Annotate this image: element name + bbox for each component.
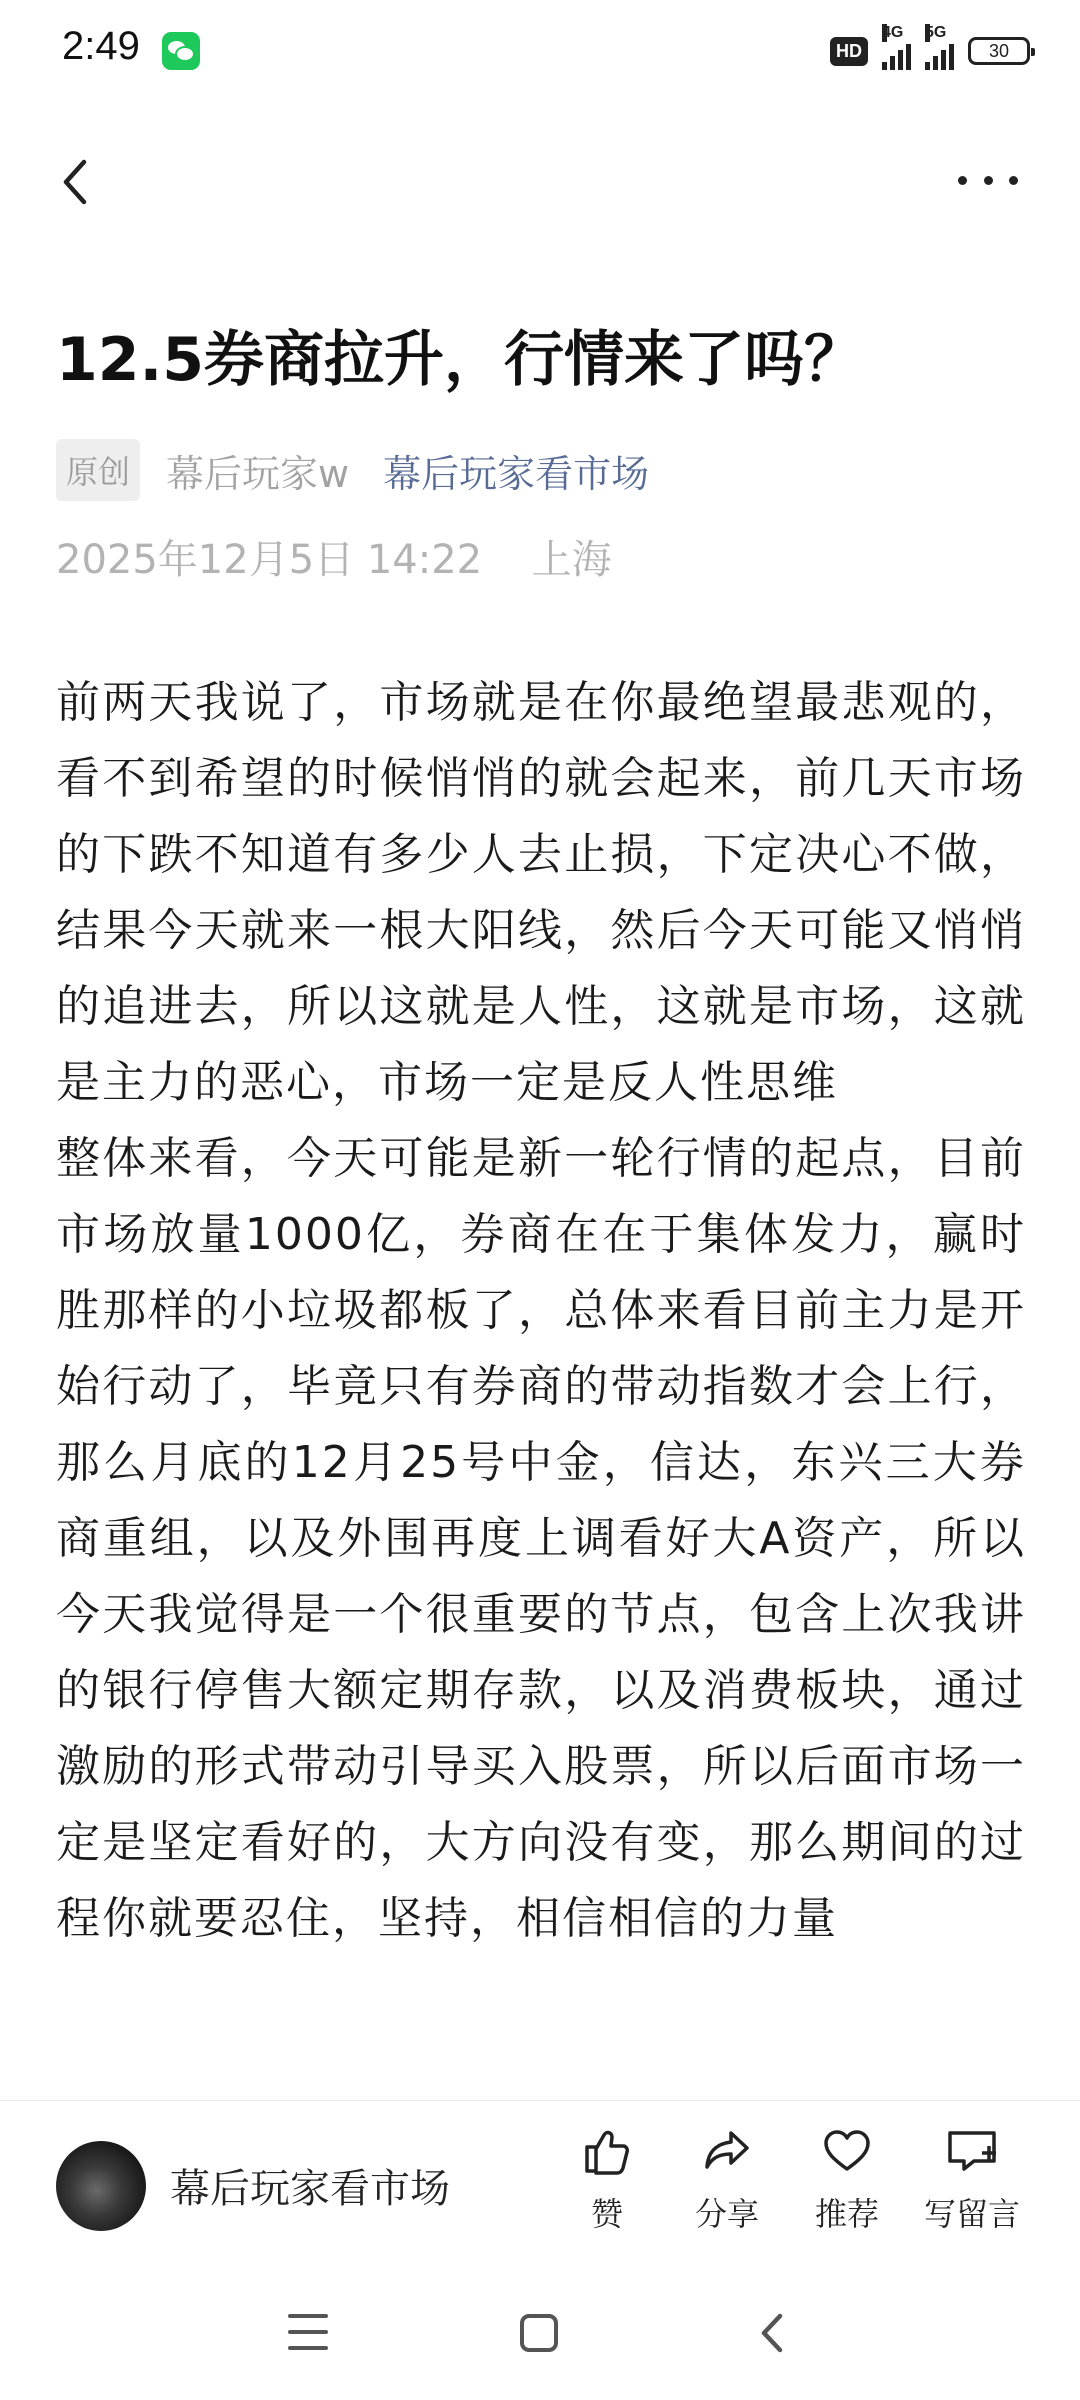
comment-plus-icon <box>942 2123 1002 2179</box>
menu-icon <box>288 2314 328 2318</box>
status-time: 2:49 <box>62 24 140 68</box>
more-options-button[interactable] <box>958 160 1018 200</box>
publish-location: 上海 <box>531 537 612 583</box>
recommend-button[interactable] <box>792 2123 902 2235</box>
wechat-notification-icon <box>162 32 200 70</box>
publish-info <box>56 528 612 585</box>
system-back-button[interactable] <box>752 2310 792 2356</box>
like-button[interactable] <box>552 2123 662 2235</box>
article-paragraph: 整体来看，今天可能是新一轮行情的起点，目前市场放量1000亿，券商在在于集体发力，赢时胜那样的小垃圾都板了，总体来看目前主力是开始行动了，毕竟只有券商的带动指数才会上行，那么月底的12月25号中金，信达，东兴三大券商重组，以及外围再度上调看好大A资产，所以今天我觉得是一个很重要的节点，包含上次我讲的银行停售大额定期存款，以及消费板块，通过激励的形式带动引导买入股票，所以后面市场一定是坚定看好的，大方向没有变，那么期间的过程你就要忍住，坚持，相信相信的力量 <box>56 1133 1026 1944</box>
publish-datetime: 2025年12月5日 14:22 <box>56 537 483 583</box>
status-bar <box>0 0 1080 100</box>
original-tag: 原创 <box>56 439 140 501</box>
share-button[interactable] <box>672 2123 782 2235</box>
like-label: 赞 <box>590 2195 623 2233</box>
thumbs-up-icon <box>579 2123 635 2179</box>
article-title: 12.5券商拉升，行情来了吗？ <box>56 325 865 395</box>
account-link[interactable]: 幕后玩家看市场 <box>383 451 650 496</box>
more-dots-icon <box>958 176 967 185</box>
back-button[interactable] <box>52 152 112 212</box>
status-indicators <box>830 24 1030 72</box>
article-body <box>56 665 1026 2100</box>
share-label: 分享 <box>694 2195 759 2233</box>
signal-5g-icon <box>925 24 954 70</box>
toolbar-account-name[interactable]: 幕后玩家看市场 <box>170 2166 450 2212</box>
system-nav-bar <box>0 2270 1080 2400</box>
share-arrow-icon <box>699 2123 755 2179</box>
battery-icon <box>968 37 1030 65</box>
battery-level: 30 <box>988 40 1010 61</box>
heart-icon <box>819 2123 875 2179</box>
hd-voice-icon: HD <box>830 37 868 66</box>
author-name: 幕后玩家w <box>166 451 350 496</box>
chevron-left-icon <box>52 152 112 212</box>
home-button[interactable] <box>520 2314 558 2352</box>
recent-apps-button[interactable] <box>288 2314 328 2350</box>
bottom-toolbar <box>0 2100 1080 2271</box>
article-paragraph: 前两天我说了，市场就是在你最绝望最悲观的，看不到希望的时候悄悄的就会起来，前几天市场的下跌不知道有多少人去止损，下定决心不做，结果今天就来一根大阳线，然后今天可能又悄悄的追进去，所以这就是人性，这就是市场，这就是主力的恶心，市场一定是反人性思维 <box>56 677 1026 1108</box>
back-triangle-icon <box>752 2310 792 2356</box>
net-4g-label: 4G <box>882 24 904 41</box>
signal-4g-icon <box>882 24 911 70</box>
recommend-label: 推荐 <box>814 2195 879 2233</box>
avatar[interactable] <box>56 2141 146 2231</box>
comment-label: 写留言 <box>923 2195 1020 2233</box>
article-meta <box>56 440 649 500</box>
comment-button[interactable] <box>912 2123 1032 2235</box>
net-5g-label: 5G <box>925 24 947 41</box>
